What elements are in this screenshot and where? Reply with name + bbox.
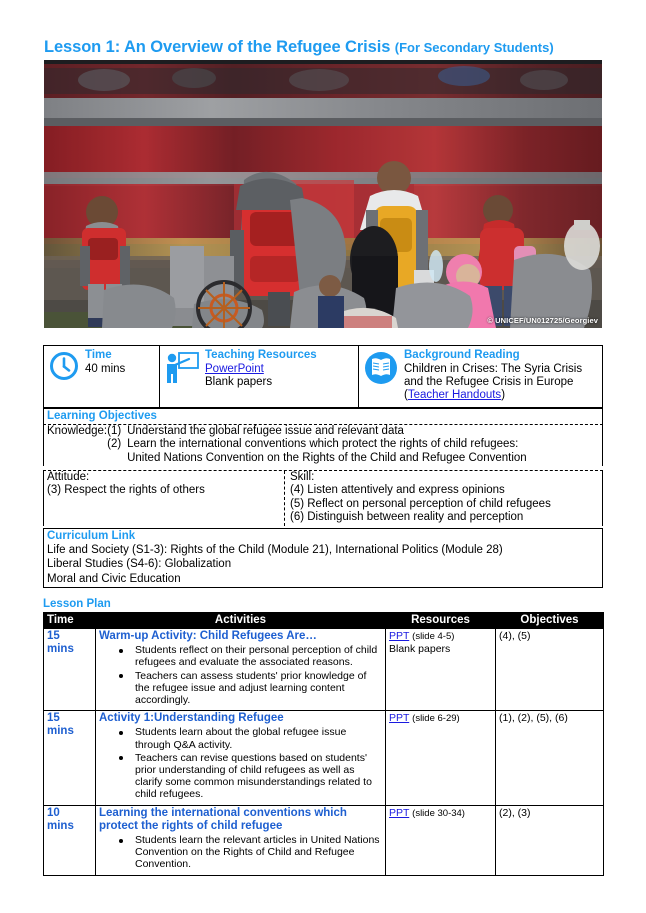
table-header-row bbox=[44, 613, 604, 629]
time-text bbox=[85, 349, 125, 376]
photo-credit: © UNICEF/UN012725/Georgiev bbox=[487, 316, 598, 325]
skill-label: Skill: bbox=[290, 471, 315, 483]
curriculum-line-3: Moral and Civic Education bbox=[47, 572, 181, 585]
row-2-ppt-link[interactable]: PPT bbox=[389, 712, 410, 725]
curriculum-line-1: Life and Society (S1-3): Rights of the Child (Module 21), International Politics (Module 28) bbox=[47, 544, 503, 556]
row-2-bullet-2: Teachers can revise questions based on students' prior understanding of child refugees as well as clarify some common misunderstandings related to child refugees. bbox=[119, 752, 382, 801]
powerpoint-link[interactable]: PowerPoint bbox=[205, 362, 264, 375]
column-header-time: Time bbox=[44, 613, 96, 629]
knowledge-label: Knowledge: bbox=[47, 425, 108, 437]
knowledge-1-text: Understand the global refugee issue and relevant data bbox=[127, 425, 404, 437]
skill-column bbox=[285, 471, 602, 526]
row-2-objectives-cell: (1), (2), (5), (6) bbox=[496, 711, 604, 805]
knowledge-2-continuation: United Nations Convention on the Rights of the Child and Refugee Convention bbox=[127, 451, 527, 464]
row-1-time-value: 15 bbox=[47, 630, 60, 642]
row-3-bullet-1: Students learn the relevant articles in United Nations Convention on the Rights of Child and Refugee Convention. bbox=[119, 834, 382, 871]
skill-item-4: (4) Listen attentively and express opinions bbox=[290, 484, 505, 497]
blank-papers-text: Blank papers bbox=[205, 375, 273, 388]
teacher-handouts-link[interactable]: Teacher Handouts bbox=[407, 388, 502, 401]
knowledge-2-text: Learn the international conventions which protect the rights of child refugees: bbox=[127, 438, 519, 451]
knowledge-block bbox=[43, 424, 603, 466]
row-1-objectives-cell: (4), (5) bbox=[496, 629, 604, 711]
curriculum-link-section bbox=[43, 528, 603, 588]
attitude-skill-block bbox=[43, 470, 603, 526]
attitude-column bbox=[44, 471, 285, 526]
learning-objectives-section bbox=[43, 408, 603, 424]
skill-item-6: (6) Distinguish between reality and perception bbox=[290, 511, 524, 524]
row-2-activity-title: Activity 1:Understanding Refugee bbox=[99, 712, 284, 725]
row-1-bullet-1: Students reflect on their personal perception of child refugees and evaluate the associated reasons. bbox=[119, 644, 382, 668]
page-title bbox=[44, 38, 604, 57]
row-1-slide-range: (slide 4-5) bbox=[412, 631, 455, 642]
curriculum-link-heading: Curriculum Link bbox=[47, 530, 136, 542]
row-1-ppt-link[interactable]: PPT bbox=[389, 630, 410, 642]
row-1-bullet-list bbox=[99, 644, 382, 706]
row-1-bullet-2: Teachers can assess students' prior knowledge of the refugee issue and adjust learning content accordingly. bbox=[119, 670, 382, 707]
row-3-objectives-cell: (2), (3) bbox=[496, 805, 604, 875]
background-reading-heading: Background Reading bbox=[404, 349, 520, 361]
page-title-main: Lesson 1: An Overview of the Refugee Crisis bbox=[44, 38, 391, 56]
row-3-time-value: 10 bbox=[47, 806, 60, 819]
row-2-time-value: 15 bbox=[47, 712, 60, 725]
attitude-item-3: (3) Respect the rights of others bbox=[47, 484, 205, 497]
row-1-resources-cell bbox=[386, 629, 496, 711]
teaching-resources-heading: Teaching Resources bbox=[205, 349, 317, 361]
column-header-activities: Activities bbox=[96, 613, 386, 629]
learning-objectives-heading: Learning Objectives bbox=[47, 410, 157, 422]
background-reading-close: ) bbox=[501, 388, 506, 401]
skill-item-5: (5) Reflect on personal perception of child refugees bbox=[290, 497, 551, 510]
knowledge-1-num: (1) bbox=[107, 425, 122, 437]
background-reading-body: Children in Crises: The Syria Crisis and the Refugee Crisis in Europe ( bbox=[404, 362, 583, 401]
row-2-time-unit: mins bbox=[47, 725, 74, 738]
row-3-time-unit: mins bbox=[47, 819, 74, 832]
row-3-slide-range: (slide 30-34) bbox=[412, 807, 465, 819]
row-3-resources-cell bbox=[386, 805, 496, 875]
lesson-plan-heading: Lesson Plan bbox=[43, 598, 111, 610]
curriculum-line-2: Liberal Studies (S4-6): Globalization bbox=[47, 558, 232, 571]
row-2-time-cell bbox=[44, 711, 96, 805]
table-row bbox=[44, 711, 604, 805]
time-cell bbox=[44, 346, 160, 407]
row-3-activity-title: Learning the international conventions which protect the rights of child refugee bbox=[99, 806, 347, 832]
teaching-resources-cell bbox=[160, 346, 359, 407]
row-1-resource-extra: Blank papers bbox=[389, 643, 451, 656]
attitude-label: Attitude: bbox=[47, 471, 90, 483]
page-title-subtitle: (For Secondary Students) bbox=[394, 40, 554, 55]
row-3-time-cell bbox=[44, 805, 96, 875]
row-1-time-cell bbox=[44, 629, 96, 711]
lesson-plan-table bbox=[43, 612, 604, 876]
background-reading-text bbox=[404, 349, 598, 402]
clock-icon bbox=[49, 351, 79, 386]
time-value: 40 mins bbox=[85, 362, 126, 375]
column-header-resources: Resources bbox=[386, 613, 496, 629]
row-2-bullet-1: Students learn about the global refugee issue through Q&A activity. bbox=[119, 726, 382, 750]
table-row bbox=[44, 805, 604, 875]
info-summary-box bbox=[43, 345, 603, 408]
row-2-activities-cell bbox=[96, 711, 386, 805]
time-heading: Time bbox=[85, 349, 112, 361]
row-2-resources-cell bbox=[386, 711, 496, 805]
row-1-activities-cell bbox=[96, 629, 386, 711]
table-row bbox=[44, 629, 604, 711]
row-3-activities-cell bbox=[96, 805, 386, 875]
row-3-ppt-link[interactable]: PPT bbox=[389, 806, 410, 819]
row-2-slide-range: (slide 6-29) bbox=[412, 713, 460, 725]
column-header-objectives: Objectives bbox=[496, 613, 604, 629]
teaching-resources-text bbox=[205, 349, 317, 389]
open-book-icon bbox=[364, 351, 398, 390]
header-photo bbox=[44, 60, 602, 328]
row-3-bullet-list bbox=[99, 834, 382, 871]
teacher-board-icon bbox=[165, 351, 199, 388]
knowledge-text bbox=[44, 425, 602, 466]
row-1-activity-title: Warm-up Activity: Child Refugees Are… bbox=[99, 630, 317, 642]
row-1-time-unit: mins bbox=[47, 643, 74, 655]
knowledge-2-num: (2) bbox=[107, 438, 122, 451]
row-2-bullet-list bbox=[99, 726, 382, 800]
photo-illustration bbox=[44, 60, 602, 328]
background-reading-cell bbox=[359, 346, 602, 407]
